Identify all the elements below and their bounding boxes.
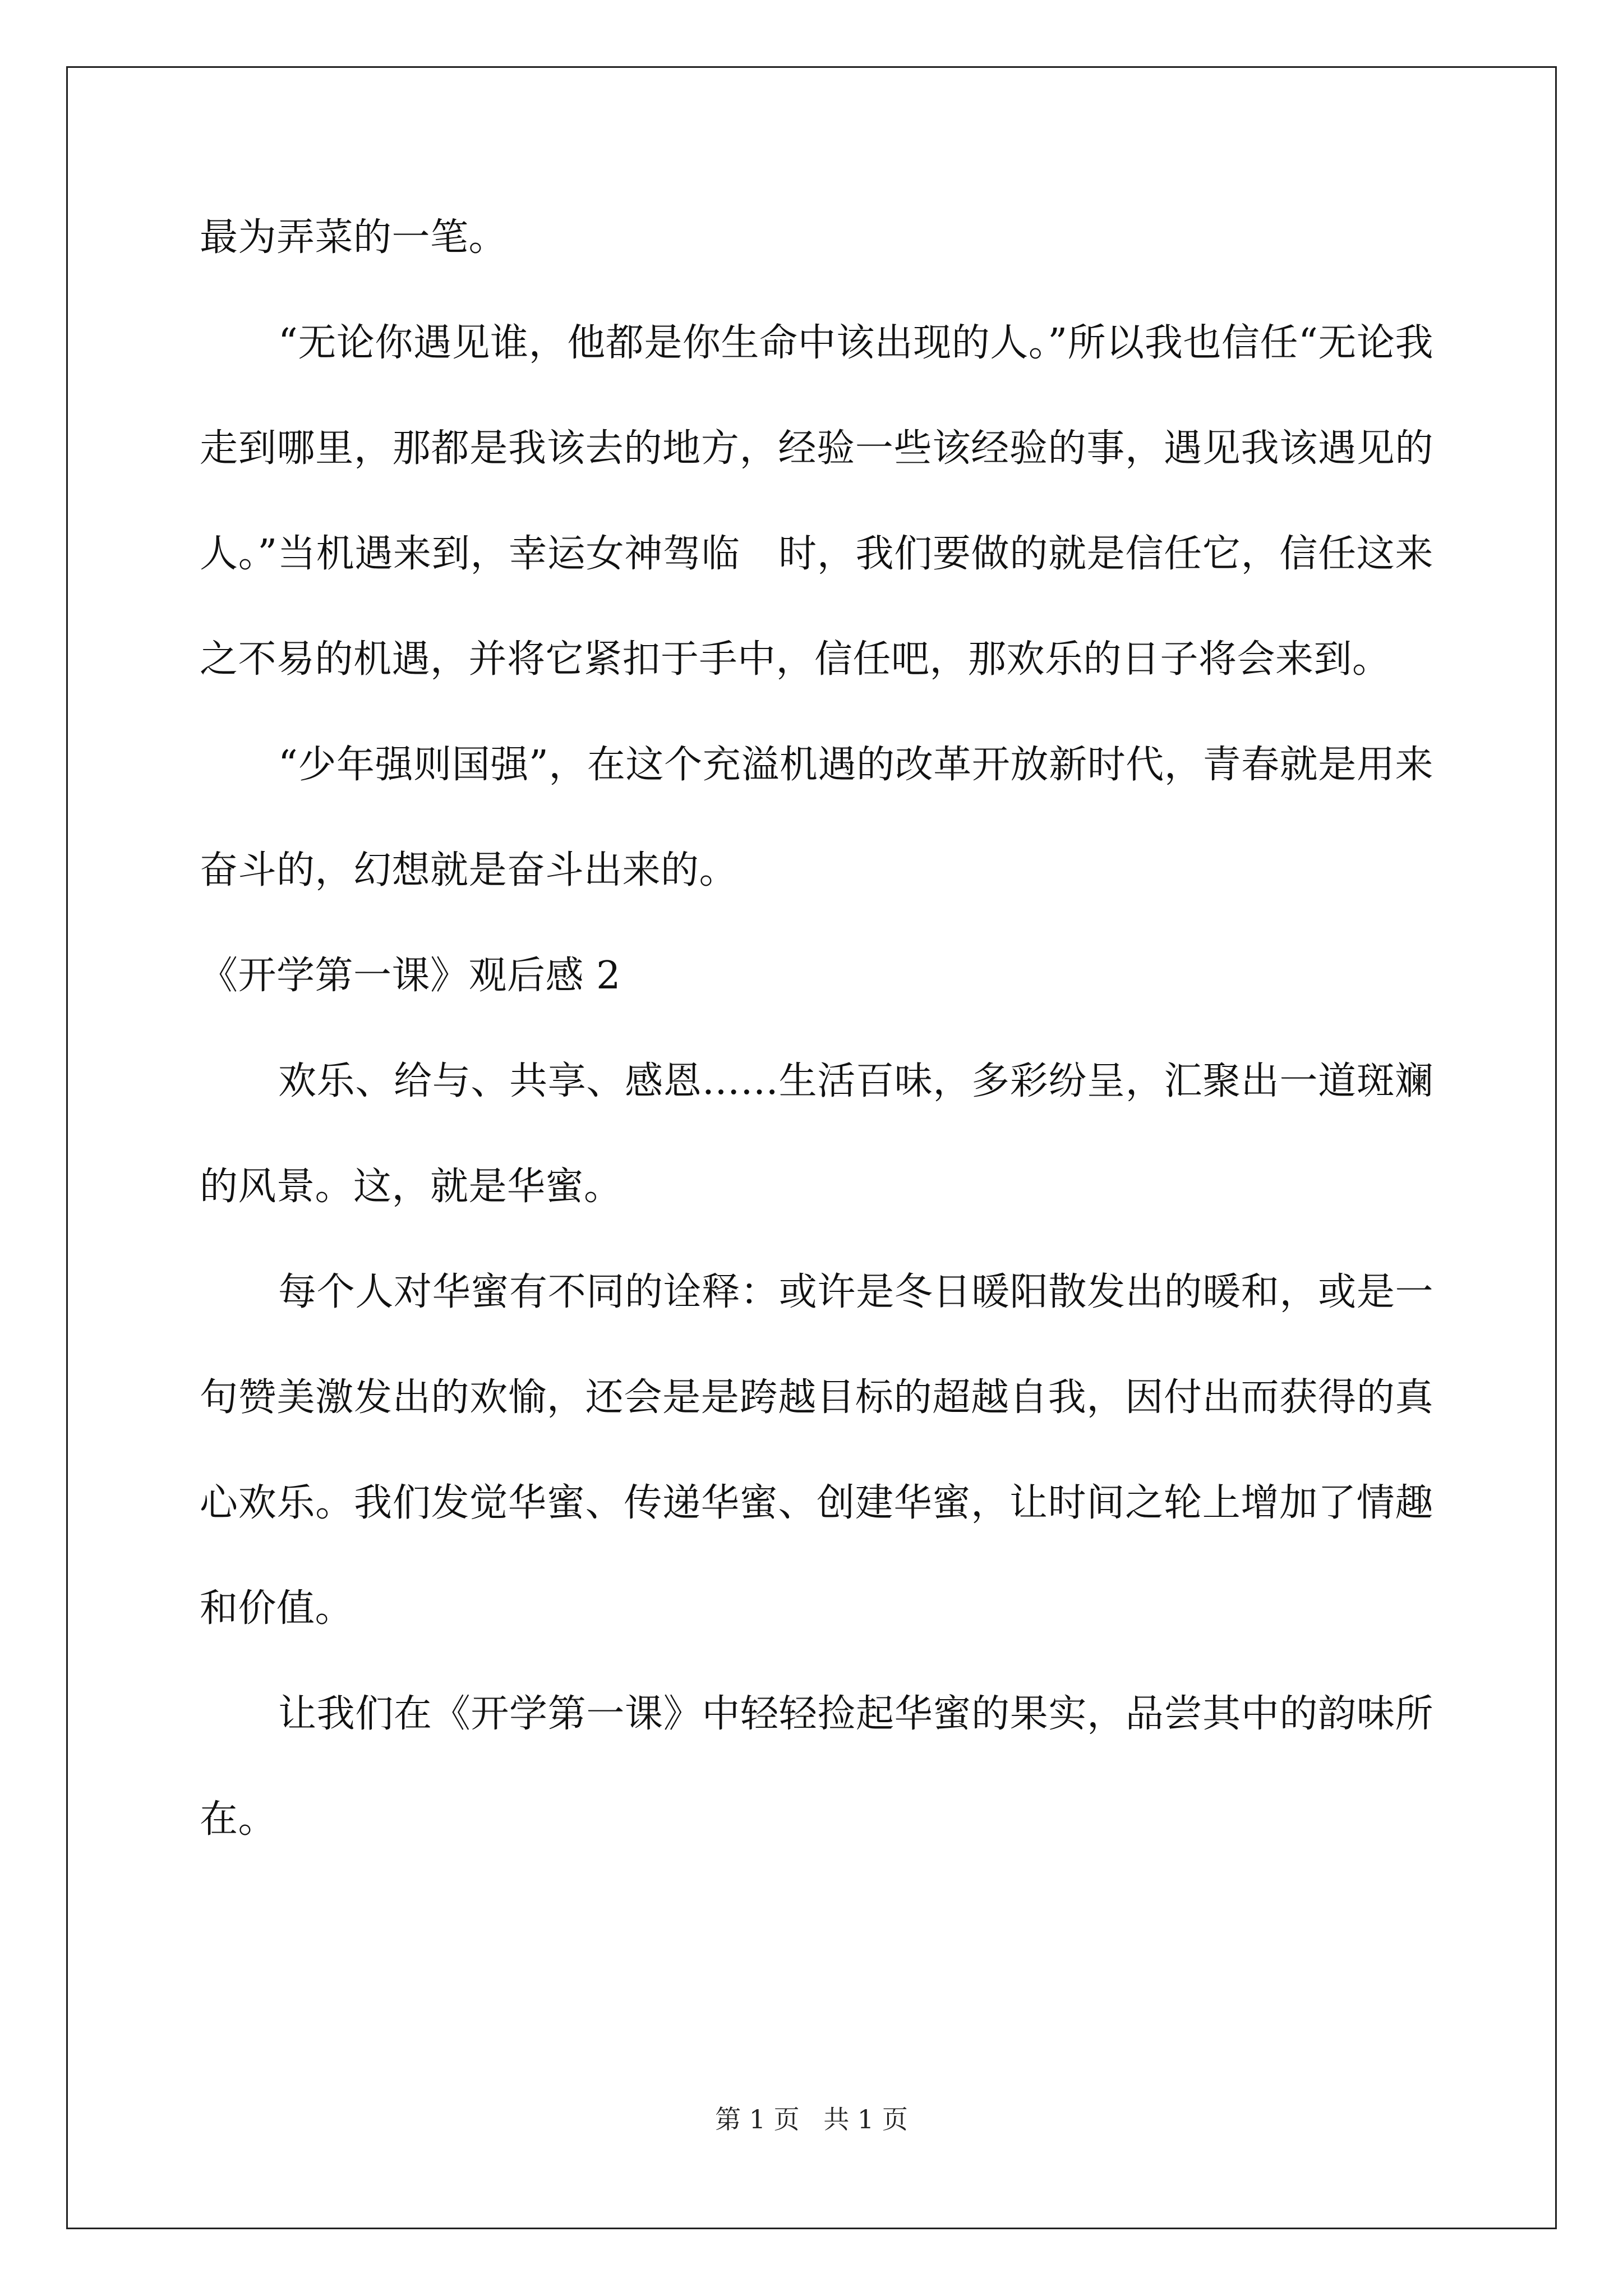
- page-total: 共 1 页: [823, 2104, 908, 2134]
- section-heading: 《开学第一课》观后感 2: [200, 954, 621, 998]
- paragraph-2: “无论你遇见谁，他都是你生命中该出现的人。”所以我也信任“无论我走到哪里，那都是我该去的地方，经验一些该经验的事，遇见我该遇见的人。”当机遇来到，幸运女神驾临 时，我们要做的就是信任它，信任这来之不易的机遇，并将它紧扣于手中，信任吧，那欢乐的日子将会来到。: [200, 321, 1433, 682]
- paragraph-6: 每个人对华蜜有不同的诠释：或许是冬日暖阳散发出的暖和，或是一句赞美激发出的欢愉，还会是是跨越目标的超越自我，因付出而获得的真心欢乐。我们发觉华蜜、传递华蜜、创建华蜜，让时间之轮上增加了情趣和价值。: [200, 1270, 1433, 1631]
- page-footer: [0, 2099, 1623, 2136]
- page-number: 第 1 页: [715, 2104, 800, 2134]
- paragraph-5: 欢乐、给与、共享、感恩……生活百味，多彩纷呈，汇聚出一道斑斓的风景。这，就是华蜜。: [200, 1059, 1433, 1209]
- document-body: [200, 185, 1433, 1872]
- paragraph-3: “少年强则国强”，在这个充溢机遇的改革开放新时代，青春就是用来奋斗的，幻想就是奋斗出来的。: [200, 743, 1433, 892]
- paragraph-7: 让我们在《开学第一课》中轻轻捡起华蜜的果实，品尝其中的韵味所在。: [200, 1692, 1433, 1842]
- paragraph-1: 最为弄菜的一笔。: [200, 215, 508, 260]
